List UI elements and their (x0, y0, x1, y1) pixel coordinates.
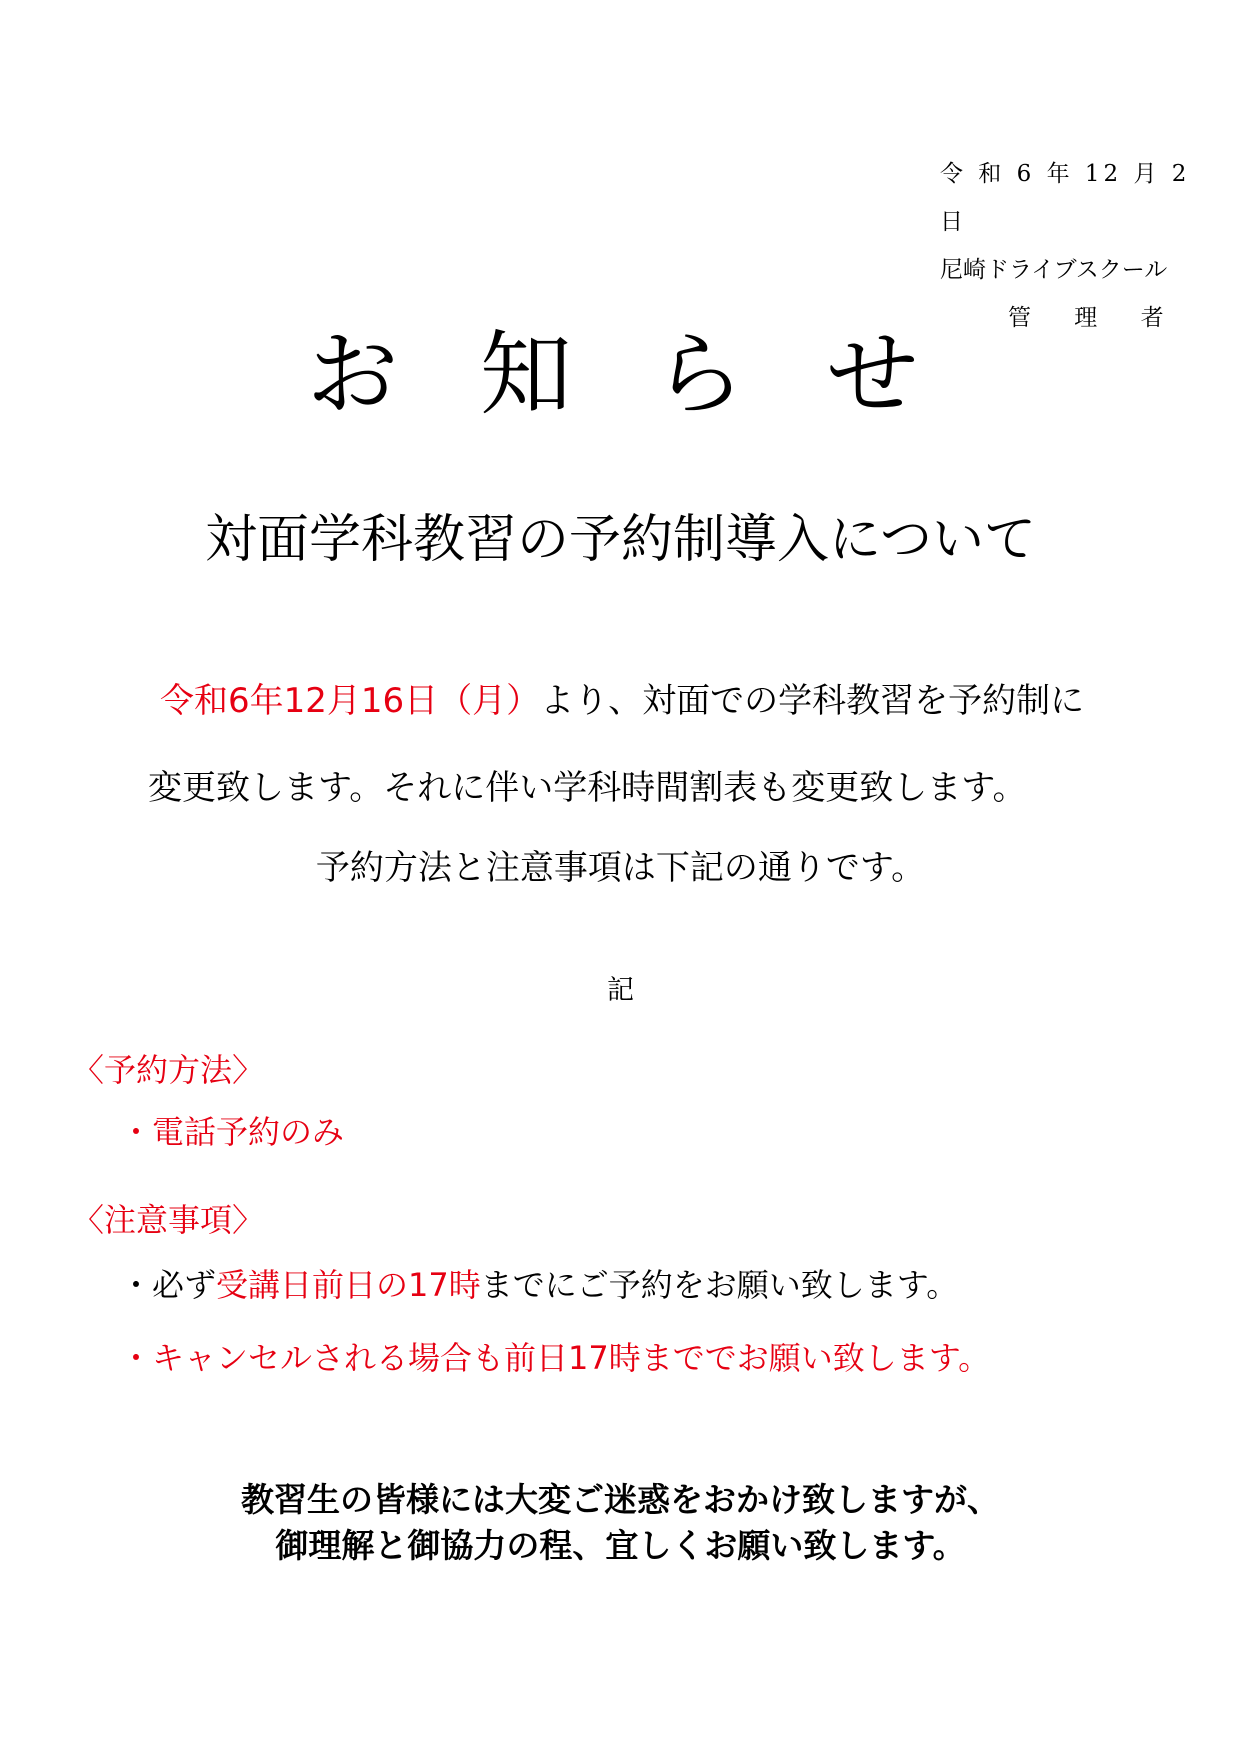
notice-date: 令 和 6 年 12 月 2 日 (940, 161, 1191, 235)
intro-line-2: 変更致します。それに伴い学科時間割表も変更致します。 (148, 768, 1027, 808)
closing-line-1: 教習生の皆様には大変ご迷惑をおかけ致しますが、 (241, 1480, 1000, 1519)
notes-heading: 〈注意事項〉 (72, 1201, 265, 1239)
notes-item-1-deadline: 受講日前日の17時 (216, 1266, 481, 1304)
effective-date: 令和6年12月16日（月） (160, 681, 541, 721)
reservation-method-item: ・電話予約のみ (120, 1113, 345, 1151)
intro-line-1 (160, 673, 1084, 722)
page-title: お 知 ら せ (306, 321, 945, 428)
notes-item-1-suffix: までにご予約をお願い致します。 (480, 1266, 959, 1304)
manager-label: 管 理 者 (1008, 305, 1182, 331)
notice-header (940, 150, 1220, 342)
reservation-method-heading: 〈予約方法〉 (72, 1051, 265, 1089)
notes-item-1 (120, 1260, 958, 1306)
organization-name: 尼崎ドライブスクール (940, 257, 1168, 283)
closing-line-2: 御理解と御協力の程、宜しくお願い致します。 (275, 1526, 966, 1565)
notes-item-2: ・キャンセルされる場合も前日17時まででお願い致します。 (120, 1339, 991, 1377)
notes-item-1-prefix: ・必ず (120, 1266, 217, 1304)
intro-line-3: 予約方法と注意事項は下記の通りです。 (315, 848, 926, 888)
intro-line-1-text: より、対面での学科教習を予約制に (540, 681, 1085, 721)
ki-marker: 記 (607, 975, 634, 1006)
notice-subtitle: 対面学科教習の予約制導入について (205, 510, 1036, 570)
